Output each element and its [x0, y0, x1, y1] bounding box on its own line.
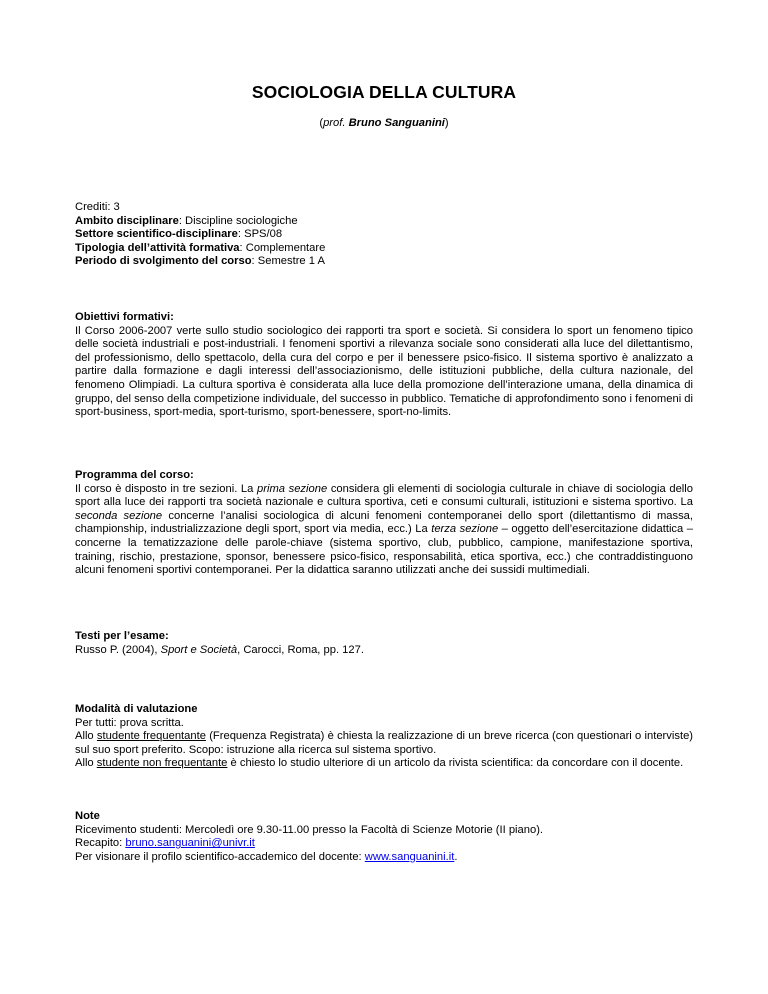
tipologia-value: : Complementare: [239, 241, 326, 254]
periodo-label: Periodo di svolgimento del corso: [75, 255, 252, 268]
seconda-sezione: seconda sezione: [75, 509, 163, 522]
recapito: [75, 837, 693, 851]
section-note: [75, 810, 693, 864]
period: .: [454, 850, 458, 863]
periodo: [75, 255, 693, 269]
obiettivi-text: Il Corso 2006-2007 verte sullo studio sociologico dei rapporti tra sport e società. Si considera lo sport un fenomeno tipico delle società industriali e post-industriali. I fenomeni sportivi a rilevanza sociale sono considerati alla luce del dilettantismo, del professionismo, dello spettacolo, della cura del corpo e per il benessere psico-fisico. Il sistema sportivo è analizzato a partire dalla formazione e dagli interessi dell’associazionismo, delle istituzioni pubbliche, della cultura nazionale, del fenomeno Olimpiadi. La cultura sportiva è considerata alla luce della promozione dell’interazione umana, della dinamica di gruppo, del senso della competizione individuale, del successo in pubblico. Tematiche di approfondimento sono i fenomeni di sport-business, sport-media, sport-turismo, sport-benessere, sport-no-limits.: [75, 324, 693, 419]
valutazione-frequentante: [75, 730, 693, 757]
periodo-value: : Semestre 1 A: [251, 255, 325, 268]
programma-heading: Programma del corso:: [75, 469, 194, 481]
settore: [75, 228, 693, 242]
course-info: [75, 201, 693, 269]
section-testi: [75, 630, 693, 657]
text-part: Allo: [75, 757, 97, 770]
ambito: [75, 215, 693, 229]
email-link[interactable]: bruno.sanguanini@univr.it: [125, 837, 255, 850]
settore-value: : SPS/08: [237, 228, 283, 241]
tipologia-label: Tipologia dell’attività formativa: [75, 241, 240, 254]
terza-sezione: terza sezione: [431, 523, 499, 536]
recapito-label: Recapito:: [75, 837, 126, 850]
note-heading: Note: [75, 810, 100, 822]
testi-publisher: , Carocci, Roma, pp. 127.: [237, 643, 364, 656]
paren-close: ): [444, 117, 449, 129]
section-valutazione: [75, 703, 693, 771]
valutazione-heading: Modalità di valutazione: [75, 703, 198, 715]
text-part: (Frequenza Registrata) è chiesta la realizzazione di un breve ricerca (con questionari o interviste) sul suo sport preferito. Scopo: istruzione alla ricerca sul sistema sportivo.: [75, 730, 694, 756]
prima-sezione: prima sezione: [257, 482, 328, 495]
professor-name: Bruno Sanguanini: [348, 117, 445, 129]
text-part: Allo: [75, 730, 97, 743]
programma-text-part: considera gli elementi di sociologia culturale in chiave di sociologia dello sport alla luce dei rapporti tra società nazionale e cultura sportiva, ceti e consumi culturali, istituzioni e sistema sportivo. La: [75, 482, 693, 509]
obiettivi-heading: Obiettivi formativi:: [75, 311, 174, 323]
text-part: è chiesto lo studio ulteriore di un articolo da rivista scientifica: da concordare con il docente.: [227, 757, 684, 770]
programma-text: [75, 483, 693, 578]
section-obiettivi: [75, 311, 693, 420]
paren-open: (: [319, 117, 324, 129]
valutazione-non-frequentante: [75, 757, 693, 771]
profilo: [75, 851, 693, 865]
testi-reference: [75, 644, 693, 658]
crediti: Crediti: 3: [75, 201, 120, 213]
programma-text-part: Il corso è disposto in tre sezioni. La: [75, 482, 258, 495]
ambito-value: : Discipline sociologiche: [178, 214, 298, 227]
valutazione-tutti: Per tutti: prova scritta.: [75, 716, 184, 729]
website-link[interactable]: www.sanguanini.it: [364, 850, 455, 863]
ambito-label: Ambito disciplinare: [75, 214, 179, 227]
studente-frequentante: studente frequentante: [96, 730, 206, 743]
page-title: SOCIOLOGIA DELLA CULTURA: [251, 82, 517, 102]
ricevimento: Ricevimento studenti: Mercoledì ore 9.30-11.00 presso la Facoltà di Scienze Motorie (II piano).: [75, 823, 544, 836]
testi-heading: Testi per l’esame:: [75, 630, 169, 642]
settore-label: Settore scientifico-disciplinare: [75, 228, 238, 241]
testi-author: Russo P. (2004),: [75, 643, 161, 656]
prof-prefix: prof.: [323, 117, 346, 129]
programma-text-part: – oggetto dell’esercitazione didattica – concerne la tematizzazione delle parole-chiave (sistema sportivo, club, pubblico, campione, manifestazione sportiva, training, rischio, prestazione, sponsor, benessere psico-fisico, responsabilità, etica sportiva, ecc.) che contraddistinguono alcuni fenomeni sportivi contemporanei. Per la didattica saranno utilizzati anche dei sussidi multimediali.: [75, 523, 693, 577]
professor-line: [75, 117, 693, 129]
profilo-label: Per visionare il profilo scientifico-accademico del docente:: [75, 850, 365, 863]
testi-book-title: Sport e Società: [160, 643, 238, 656]
tipologia: [75, 242, 693, 256]
programma-text-part: concerne l’analisi sociologica di alcuni fenomeni contemporanei dello sport (dilettantismo di massa, championship, industrializzazione degli sport, sport via media, ecc.) La: [75, 509, 693, 536]
studente-non-frequentante: studente non frequentante: [96, 757, 228, 770]
section-programma: [75, 469, 693, 578]
